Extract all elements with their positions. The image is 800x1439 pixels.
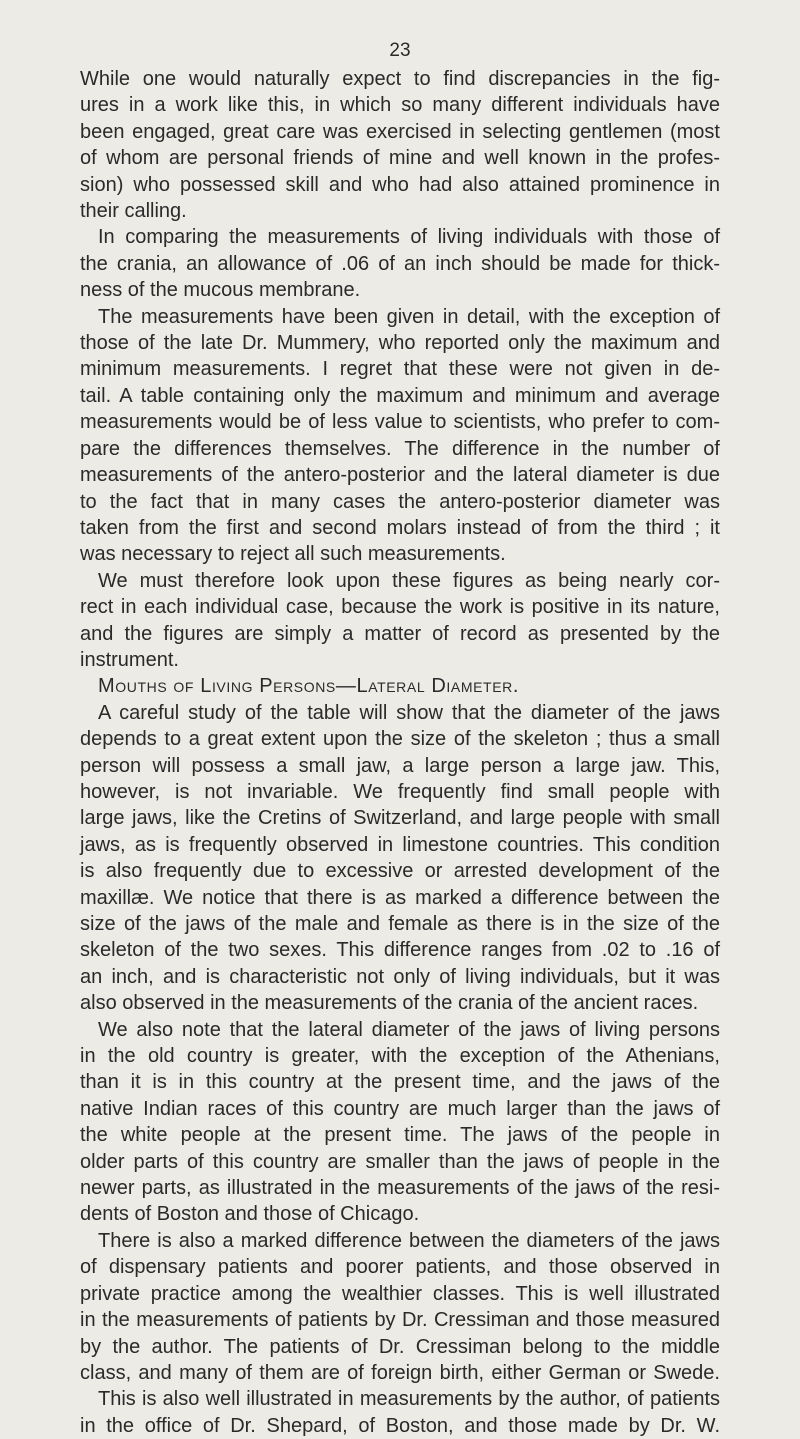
text-line: A careful study of the table will show that the diameter of the jaws xyxy=(98,701,720,724)
page-number: 23 xyxy=(389,40,411,61)
text-line: older parts of this country are smaller than the jaws of people in the xyxy=(80,1150,720,1173)
text-line: sion) who possessed skill and who had also attained prominence in xyxy=(80,173,720,196)
text-line: We also note that the lateral diameter of the jaws of living persons xyxy=(98,1018,720,1041)
text-line: maxillæ. We notice that there is as marked a difference between the xyxy=(80,886,720,909)
body-text xyxy=(80,66,720,1439)
text-line: instrument. xyxy=(80,648,179,671)
text-line: to the fact that in many cases the antero-posterior diameter was xyxy=(80,490,720,513)
text-line: We must therefore look upon these figures as being nearly cor- xyxy=(98,569,720,592)
text-line: and the figures are simply a matter of record as presented by the xyxy=(80,622,720,645)
text-line: in the old country is greater, with the exception of the Athenians, xyxy=(80,1045,720,1068)
text-line: the white people at the present time. The jaws of the people in xyxy=(80,1124,720,1147)
text-line: measurements would be of less value to scientists, who prefer to com- xyxy=(80,411,720,434)
text-line: also observed in the measurements of the crania of the ancient races. xyxy=(80,992,699,1015)
text-line: ures in a work like this, in which so many different individuals have xyxy=(80,94,720,117)
text-line: the crania, an allowance of .06 of an inch should be made for thick- xyxy=(80,252,720,275)
text-line: is also frequently due to excessive or arrested development of the xyxy=(80,860,720,883)
text-line: in the office of Dr. Shepard, of Boston, and those made by Dr. W. xyxy=(80,1414,720,1437)
text-line: private practice among the wealthier classes. This is well illustrated xyxy=(80,1282,720,1305)
text-line: skeleton of the two sexes. This difference ranges from .02 to .16 of xyxy=(80,939,720,962)
text-line: been engaged, great care was exercised in selecting gentlemen (most xyxy=(80,120,720,143)
text-line: those of the late Dr. Mummery, who reported only the maximum and xyxy=(80,332,720,355)
text-line: however, is not invariable. We frequently find small people with xyxy=(80,780,720,803)
text-line: than it is in this country at the present time, and the jaws of the xyxy=(80,1071,720,1094)
text-line: size of the jaws of the male and female as there is in the size of the xyxy=(80,913,720,935)
text-line: of dispensary patients and poorer patients, and those observed in xyxy=(80,1256,720,1279)
text-line: depends to a great extent upon the size of the skeleton ; thus a small xyxy=(80,728,720,751)
text-line: in the measurements of patients by Dr. Cressiman and those measured xyxy=(80,1309,720,1332)
text-line: their calling. xyxy=(80,200,187,223)
text-line: native Indian races of this country are much larger than the jaws of xyxy=(80,1097,720,1120)
text-line: While one would naturally expect to find discrepancies in the fig- xyxy=(80,68,720,90)
text-line: class, and many of them are of foreign birth, either German or Swede. xyxy=(80,1361,720,1384)
text-line: was necessary to reject all such measurements. xyxy=(80,543,506,566)
text-line: person will possess a small jaw, a large person a large jaw. This, xyxy=(80,754,720,777)
text-line: ness of the mucous membrane. xyxy=(80,279,361,302)
text-line: large jaws, like the Cretins of Switzerland, and large people with small xyxy=(80,807,720,830)
text-line: by the author. The patients of Dr. Cressiman belong to the middle xyxy=(80,1335,720,1358)
text-line: In comparing the measurements of living individuals with those of xyxy=(98,226,720,249)
text-line: This is also well illustrated in measurements by the author, of patients xyxy=(98,1388,720,1411)
text-line: pare the differences themselves. The difference in the number of xyxy=(80,437,720,460)
text-line: minimum measurements. I regret that these were not given in de- xyxy=(80,358,720,381)
text-line: dents of Boston and those of Chicago. xyxy=(80,1203,420,1226)
text-line: newer parts, as illustrated in the measurements of the jaws of the resi- xyxy=(80,1177,720,1200)
text-line: tail. A table containing only the maximum and minimum and average xyxy=(80,384,720,407)
text-line: The measurements have been given in detail, with the exception of xyxy=(98,305,720,328)
text-line: rect in each individual case, because the work is positive in its nature, xyxy=(80,596,720,619)
text-line: jaws, as is frequently observed in limestone countries. This condition xyxy=(80,833,720,856)
text-line: of whom are personal friends of mine and well known in the profes- xyxy=(80,147,720,170)
text-line: taken from the first and second molars instead of from the third ; it xyxy=(80,516,720,539)
text-line: measurements of the antero-posterior and the lateral diameter is due xyxy=(80,464,720,487)
text-line: an inch, and is characteristic not only of living individuals, but it was xyxy=(80,965,720,988)
section-heading: Mouths of Living Persons—Lateral Diameter. xyxy=(98,675,520,698)
text-line: There is also a marked difference between the diameters of the jaws xyxy=(98,1229,720,1252)
